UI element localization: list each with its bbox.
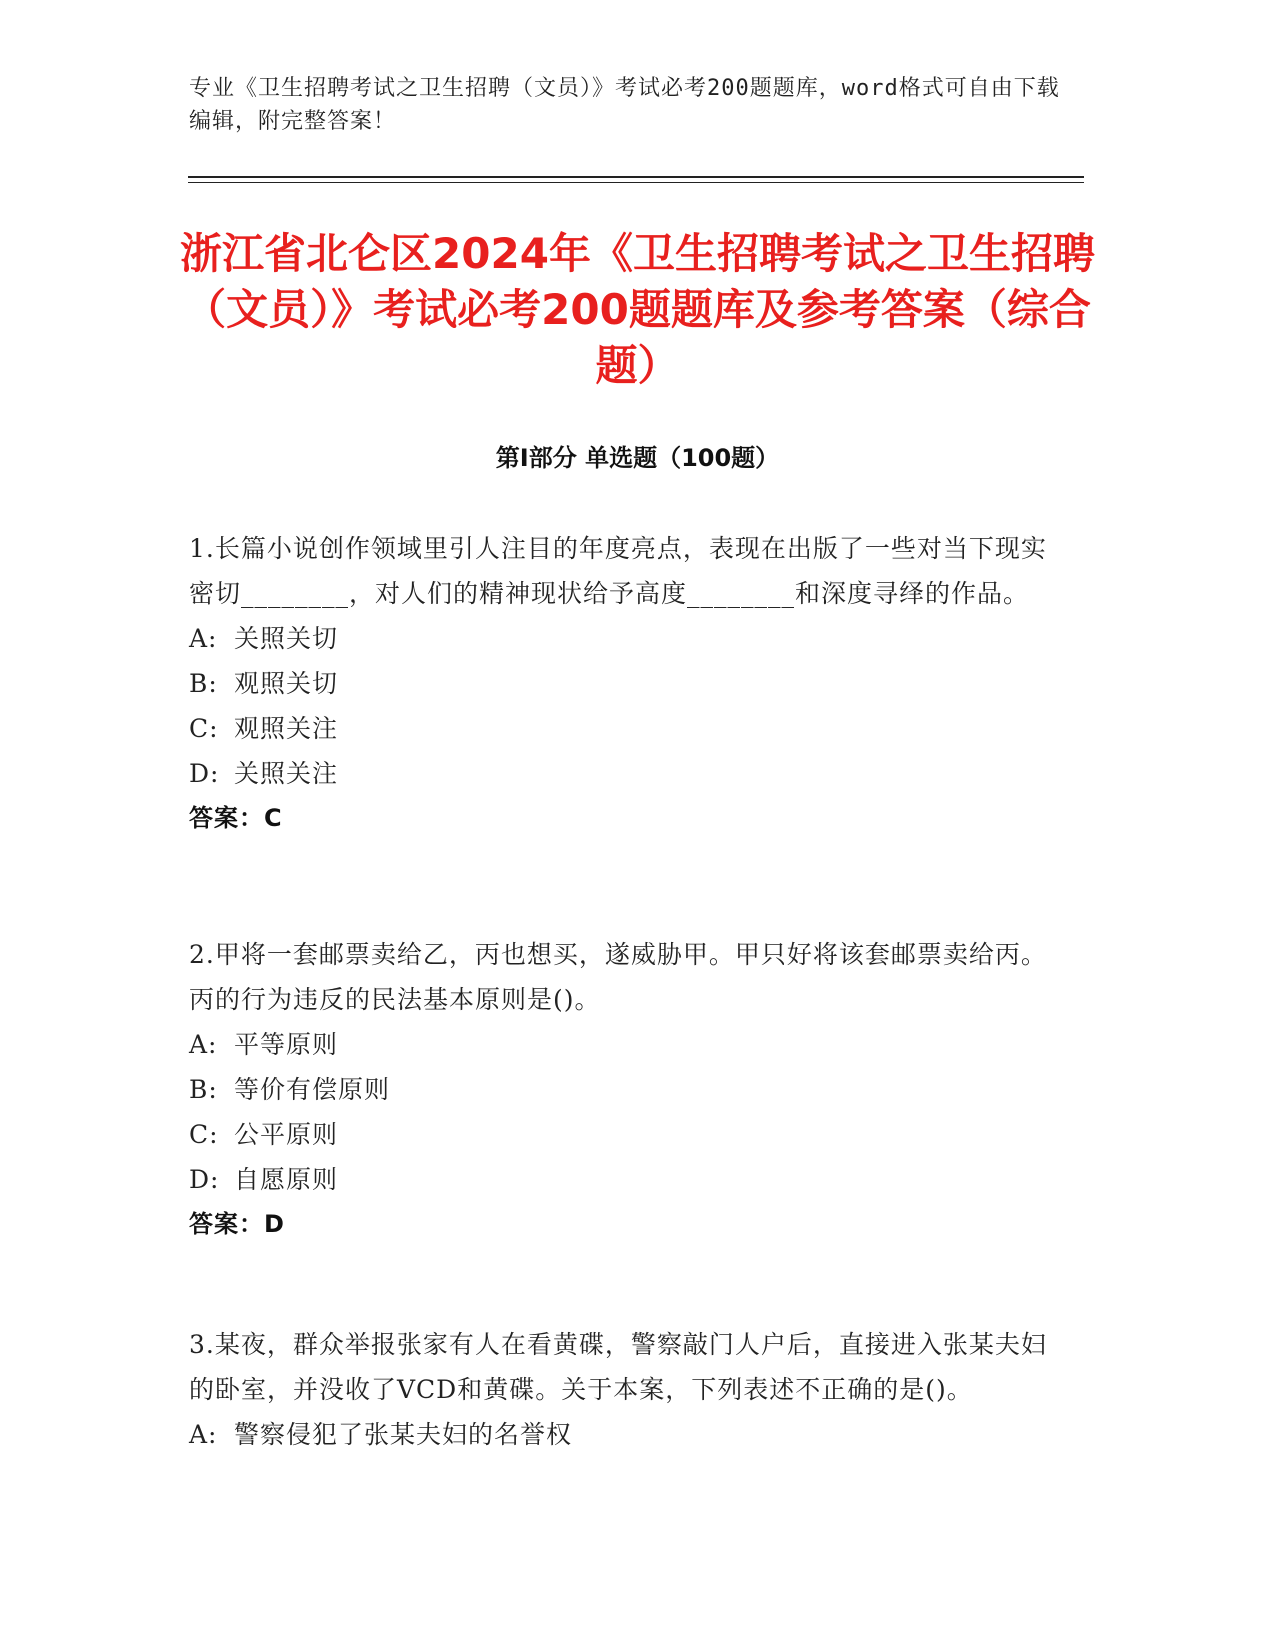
answer-label: 答案：D [189,1210,285,1238]
header-note: 专业《卫生招聘考试之卫生招聘（文员）》考试必考200题题库，word格式可自由下载编辑，附完整答案！ [189,76,1060,134]
option-text: 公平原则 [234,1120,339,1149]
question-stem: 3.某夜，群众举报张家有人在看黄碟，警察敲门人户后，直接进入张某夫妇的卧室，并没收了VCD和黄碟。关于本案，下列表述不正确的是()。 [189,1330,1047,1404]
option-text: 观照关注 [234,714,339,743]
option-b [189,1067,1069,1112]
option-text: 等价有偿原则 [234,1075,391,1104]
option-key: B: [189,669,218,698]
option-key: A: [189,1420,218,1449]
header-divider-thin [188,182,1084,183]
answer-label: 答案：C [189,804,283,832]
document-title: 浙江省北仑区2024年《卫生招聘考试之卫生招聘（文员）》考试必考200题题库及参考答案（综合题） [180,229,1095,390]
option-d [189,1157,1069,1202]
option-a [189,616,1069,661]
option-c [189,1112,1069,1157]
question-stem: 2.甲将一套邮票卖给乙，丙也想买，遂威胁甲。甲只好将该套邮票卖给丙。丙的行为违反的民法基本原则是()。 [189,940,1047,1014]
header-divider-thick [188,176,1084,178]
option-d [189,751,1069,796]
option-key: D: [189,1165,220,1194]
question-3 [189,1322,1069,1457]
option-key: C: [189,714,219,743]
section-title: 第Ⅰ部分 单选题（100题） [495,444,780,472]
option-c [189,706,1069,751]
option-text: 观照关切 [234,669,339,698]
option-key: C: [189,1120,219,1149]
option-text: 关照关切 [234,624,339,653]
option-key: A: [189,624,218,653]
question-2 [189,932,1069,1247]
option-text: 警察侵犯了张某夫妇的名誉权 [234,1420,573,1449]
option-text: 自愿原则 [234,1165,339,1194]
question-1 [189,526,1069,841]
option-b [189,661,1069,706]
option-text: 平等原则 [234,1030,339,1059]
option-key: D: [189,759,220,788]
option-a [189,1022,1069,1067]
option-a [189,1412,1069,1457]
option-text: 关照关注 [234,759,339,788]
option-key: A: [189,1030,218,1059]
option-key: B: [189,1075,218,1104]
question-stem: 1.长篇小说创作领域里引人注目的年度亮点，表现在出版了一些对当下现实密切________，对人们的精神现状给予高度________和深度寻绎的作品。 [189,534,1047,608]
